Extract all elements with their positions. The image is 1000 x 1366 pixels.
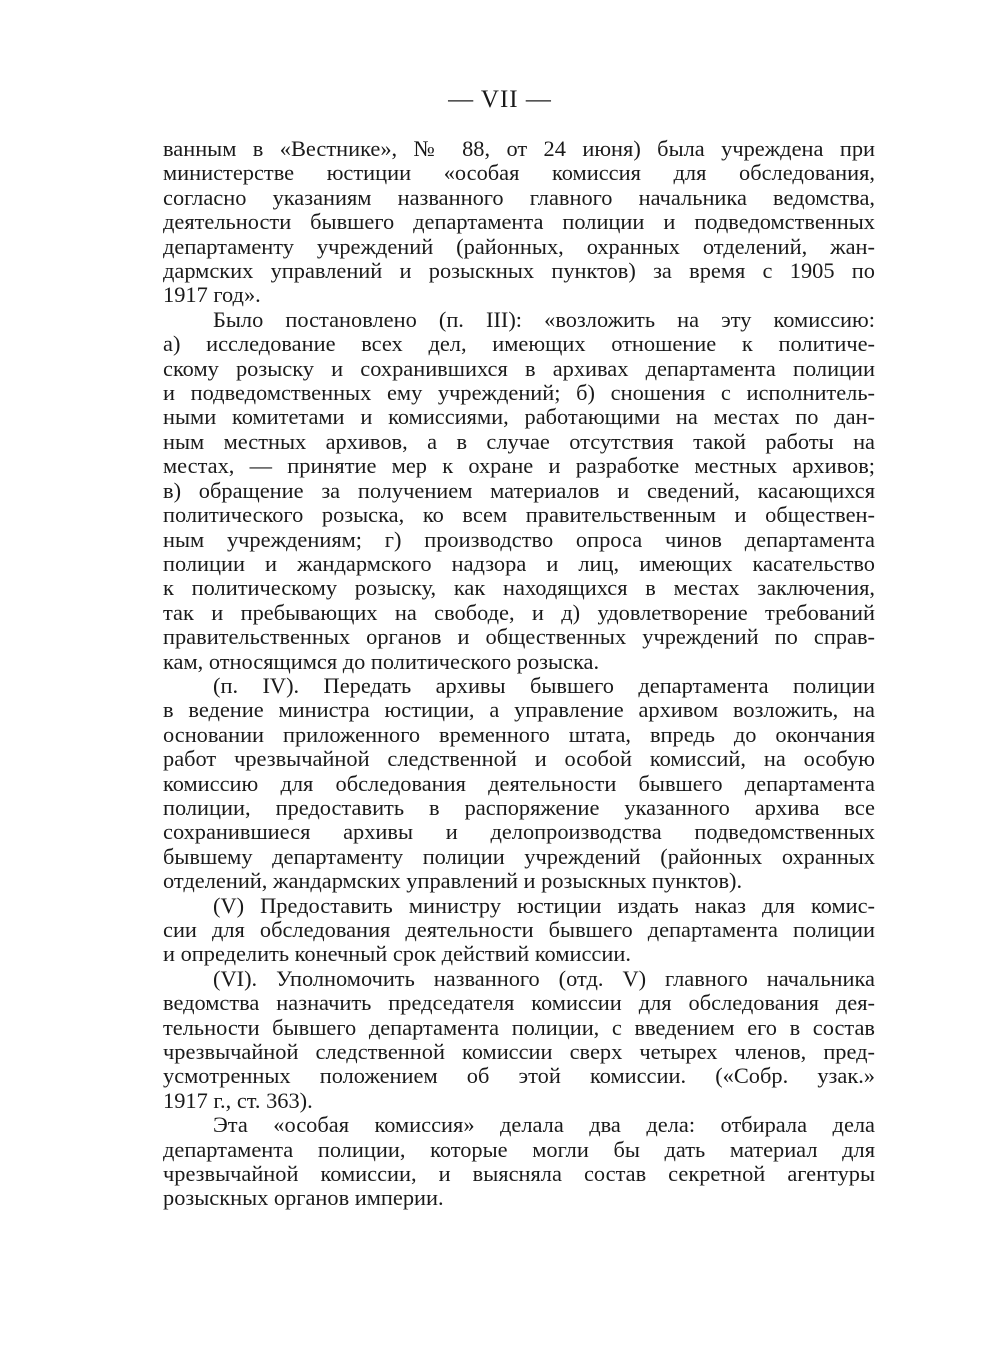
paragraph-2 bbox=[163, 308, 875, 674]
text-line: в) обращение за получением материалов и сведений, касающихся bbox=[163, 478, 875, 503]
text-line: политического розыска, ко всем правительственным и обществен- bbox=[163, 503, 875, 528]
text-line: местах, — принятие мер к охране и разработке местных архивов; bbox=[163, 454, 875, 479]
paragraph-6 bbox=[163, 1113, 875, 1211]
paragraph-4 bbox=[163, 894, 875, 967]
text-line: дармских управлений и розыскных пунктов) за время с 1905 по bbox=[163, 259, 875, 284]
text-line: отделений, жандармских управлений и розыскных пунктов). bbox=[163, 869, 743, 894]
text-line: тельности бывшего департамента полиции, с введением его в состав bbox=[163, 1015, 875, 1040]
text-line: комиссию для обследования деятельности бывшего департамента bbox=[163, 771, 875, 796]
text-line: а) исследование всех дел, имеющих отношение к политиче- bbox=[163, 332, 875, 357]
text-line: министерстве юстиции «особая комиссия для обследования, bbox=[163, 161, 875, 186]
text-line: усмотренных положением об этой комиссии. («Собр. узак.» bbox=[163, 1064, 875, 1089]
text-line: департамента полиции, которые могли бы дать материал для bbox=[163, 1137, 875, 1162]
text-line: согласно указаниям названного главного начальника ведомства, bbox=[163, 185, 875, 210]
text-line: и определить конечный срок действий комиссии. bbox=[163, 942, 631, 967]
text-line: сии для обследования деятельности бывшего департамента полиции bbox=[163, 918, 875, 942]
body-text bbox=[163, 137, 875, 1211]
text-line: ным учреждениям; г) производство опроса чинов департамента bbox=[163, 527, 875, 552]
text-line: скому розыску и сохранившихся в архивах департамента полиции bbox=[163, 356, 875, 381]
text-line: полиции и жандармского надзора и лиц, имеющих касательство bbox=[163, 551, 875, 576]
text-line: (V) Предоставить министру юстиции издать наказ для комис- bbox=[213, 893, 875, 918]
text-line: чрезвычайной следственной комиссии сверх четырех членов, пред- bbox=[163, 1040, 875, 1065]
text-line: к политическому розыску, как находящихся в местах заключения, bbox=[163, 576, 875, 601]
text-line: сохранившиеся архивы и делопроизводства подведомственных bbox=[163, 820, 875, 845]
text-line: Было постановлено (п. III): «возложить на эту комиссию: bbox=[213, 307, 875, 332]
text-line: кам, относящимся до политического розыска. bbox=[163, 649, 600, 674]
text-line: ванным в «Вестнике», № 88, от 24 июня) была учреждена при bbox=[163, 137, 875, 161]
paragraph-1 bbox=[163, 137, 875, 308]
text-line: полиции, предоставить в распоряжение указанного архива все bbox=[163, 795, 875, 820]
text-line: деятельности бывшего департамента полиции и подведомственных bbox=[163, 210, 875, 235]
paragraph-3 bbox=[163, 674, 875, 894]
text-line: основании приложенного временного штата, впредь до окончания bbox=[163, 722, 875, 747]
text-line: Эта «особая комиссия» делала два дела: отбирала дела bbox=[213, 1113, 875, 1138]
paragraph-5 bbox=[163, 967, 875, 1113]
text-line: бывшему департаменту полиции учреждений (районных охранных bbox=[163, 844, 875, 869]
text-line: (VI). Уполномочить названного (отд. V) главного начальника bbox=[213, 966, 875, 991]
text-line: ным местных архивов, а в случае отсутствия такой работы на bbox=[163, 429, 875, 454]
text-line: и подведомственных ему учреждений; б) сношения с исполнитель- bbox=[163, 381, 875, 406]
page-number: — VII — bbox=[448, 86, 552, 113]
text-line: департаменту учреждений (районных, охранных отделений, жан- bbox=[163, 234, 875, 259]
text-line: 1917 год». bbox=[163, 283, 261, 308]
text-line: в ведение министра юстиции, а управление архивом возложить, на bbox=[163, 698, 875, 723]
text-line: ными комитетами и комиссиями, работающими на местах по дан- bbox=[163, 405, 875, 430]
text-line: ведомства назначить председателя комиссии для обследования дея- bbox=[163, 991, 875, 1016]
text-line: чрезвычайной комиссии, и выясняла состав секретной агентуры bbox=[163, 1162, 875, 1187]
text-line: розыскных органов империи. bbox=[163, 1186, 444, 1211]
text-line: так и пребывающих на свободе, и д) удовлетворение требований bbox=[163, 600, 875, 625]
text-line: (п. IV). Передать архивы бывшего департамента полиции bbox=[213, 673, 875, 698]
text-line: работ чрезвычайной следственной и особой комиссий, на особую bbox=[163, 747, 875, 772]
text-line: 1917 г., ст. 363). bbox=[163, 1088, 313, 1113]
text-line: правительственных органов и общественных учреждений по справ- bbox=[163, 625, 875, 650]
